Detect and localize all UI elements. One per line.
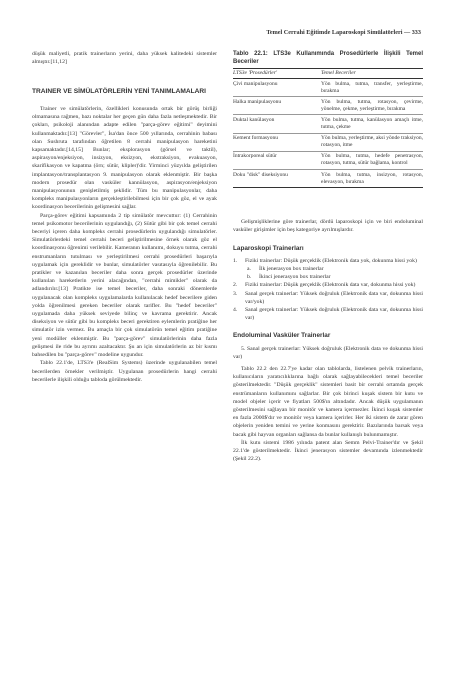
skills-table (233, 68, 423, 188)
list-number: 2. (233, 282, 238, 289)
list-number: 3. (233, 290, 238, 297)
body-paragraph: Trainer ve simülatörlerin, özellikleri konusunda ortak bir görüş birliği olmamasına rağmen, bazı noktalar her geçen gün daha fazla netleşmektedir. Bir çokları, psikoloji alanından adapte edilen "parça-görev eğitimi" deyimini kullanmaktadır.[13] "Görevler", İsa'dan önce 500 yıllarında, cerrahinin babası olan Sushruta tarafından öğretilen 8 cerrahi manipulasyon hareketini kapsamaktadır.[14,15] Bunlar; eksplorasyon (görsel ve taktil), aspirasyon/enjeksiyon, insizyon, eksizyon, ekstraksiyon, evakuasyon, skarifikasyon ve kapatma (örn; sütür, klipler)'dir. Yirminci yüzyılda geliştirilen implantasyon/transplantasyon 9. manipulasyon olarak eklenmiştir. Bir başka modern prosedür olan vasküler kannülasyon, aspirasyon/enjeksiyon manipulasyonunun genişletilmiş şeklidir. Tüm bu manipulasyonlar, daha kompleks manipulasyonların gerçekleştirilebilmesi için bir çok göz, el ve ayak koordinasyon becerilerinin gelişmesini sağlar. (32, 106, 217, 211)
list-item (233, 306, 423, 322)
table-row (233, 115, 423, 133)
table-cell: Doku "disk" diseksiyonu (233, 170, 321, 188)
table-row (233, 170, 423, 188)
body-paragraph: Gelişmişliklerine göre trainerlar, dördü laparoskopi için ve biri endoluminal vasküler girişimler için beş kategoriye ayrılmışlardır. (233, 219, 423, 234)
list-item (233, 265, 423, 273)
table-cell: Duktal kanülasyon (233, 115, 321, 133)
table-cell: Yön bulma, tutma, transfer, yerleştirme, bırakma (321, 79, 423, 97)
list-item (233, 290, 423, 306)
table-cell: Kement formasyonu (233, 133, 321, 151)
table-header: LTS3e 'Prosedürler' (233, 69, 321, 79)
table-cell: İntrakorporeal sütür (233, 151, 321, 169)
right-column (233, 50, 423, 464)
table-cell: Yön bulma, yerleştirme, aksi yönde traksiyon, rotasyon, itme (321, 133, 423, 151)
list-text: Sanal gerçek trainerlar: Yüksek doğruluk (Elektronik data var, dokunma hissi var/yok) (245, 290, 423, 305)
table-row (233, 97, 423, 115)
list-text: Sanal gerçek trainerlar: Yüksek doğruluk (Elektronik data var, dokunma hissi var) (245, 307, 423, 322)
table-cell: Yön bulma, tutma, kanülasyon amaçlı itme, tutma, çekme (321, 115, 423, 133)
table-cell: Yön bulma, tutma, rotasyon, çevirme, yönelme, çekme, yerleştirme, bırakma (321, 97, 423, 115)
left-column (32, 50, 217, 384)
laparoscopy-list (233, 257, 423, 323)
body-paragraph: Tablo 22.2 den 22.7'ye kadar olan tablolarda, listelenen pelvik trainerların, kullanıcıların yaratıcılıklarına bağlı olarak sağlayabilecekleri temel beceriler gösterilmektedir. "Düşük gerçeklik" sistemleri basit bir cerrahi ortamda gerçek enstrümanların kullanımını sağlarlar. Bir çok birinci kuşak sistem bir kutu ve model objeler içerir ve fiyatları 500$'ın altındadır. Ancak düşük uygulamanın gösterilmesini sağlayan bir monitör ve kamera içermezler. İkinci kuşak sistemler en fazla 2000$'dır ve monitör veya kamera içerirler. Her iki sistem de zarar gören objelerin yeniden temini ve yerine konmasını gerektirir. Bazılarında barsak veya bacak gibi hayvan organları sağlansa da bunlar kullanışlı bulunmamıştır. (233, 366, 423, 438)
list-text: Fiziki trainerlar: Düşük gerçeklik (Elektronik data var, dokunma hissi yok) (245, 282, 416, 289)
list-number: a. (247, 266, 251, 273)
running-head: Temel Cerrahi Eğitimde Laparoskopi Simülatörleri — 333 (266, 29, 421, 36)
list-number: 4. (233, 307, 238, 314)
endoluminal-item: 5. Sanal gerçek trainerlar: Yüksek doğruluk (Elektronik data ve dokunma hissi var) (233, 345, 423, 360)
table-cell: Çivi manipulasyonu (233, 79, 321, 97)
table-cell: Yön bulma, tutma, insizyon, rotasyon, elevasyon, bırakma (321, 170, 423, 188)
list-number: b. (247, 274, 252, 281)
list-text: Fiziki trainerlar: Düşük gerçeklik (Elektronik data yok, dokunma hissi yok) (245, 257, 417, 264)
table-caption: Tablo 22.1: LTS3e Kullanımında Prosedürlerle İlişkili Temel Beceriler (233, 51, 423, 65)
list-item (233, 281, 423, 289)
section-heading: TRAINER VE SİMÜLATÖRLERİN YENİ TANIMLAMALARI (32, 88, 206, 96)
list-text: İkinci jenerasyon box trainerlar (259, 274, 331, 281)
body-paragraph: Parça-görev eğitimi kapsamında 2 tip simülatör mevcuttur: (1) Cerrahinin temel psikomotor becerilerinin uygulandığı, (2) Sütür gibi bir çok temel cerrahi beceriyi içeren daha kompleks cerrahi prosedürlerin uygulandığı simulatörler. Simulatörlerdeki temel cerrahi beceri geliştirilmesine örnek olarak göz el koordinasyonu öğrenimi verilebilir. Kameranın kullanımı, dokuyu tutma, cerrahi enstrumanların tutulması ve yerleştirilmesi cerrahi prosedürleri başarıyla uygulamak için gereklidir ve bunlar, simulatörler vasıtasıyla öğrenilebilir. Bu pratikler ve kazanılan beceriler daha sonra gerçek prosedürler üzerinde kullanılan hareketlerin yerini alacağından, "cerrahi mimikler" olarak da adlandırılır.[13] Pratikte ise temel beceriler, daha sonraki dönemlerde uygulanacak olan kompleks uygulamalarda kullanılacak hedef becerilere giden yolda öğrenilmesi gereken beceriler olarak tarifler. Bu "hedef beceriler" uygulamada daha yüksek seviyede bilinç ve kavrama gerektirir. Ancak diseksiyon ve sütür gibi bu kompleks beceri gerektiren eylemlerin pratiğine her simulatör izin vermez. Bu amaçla bir çok simulatörün temel eğitim pratiğine yeni modüller eklenmiştir. Bu "parça-görev" simulatörlerinin daha fazla gelişmesi ile ride bu ayrımı azaltacaktır. Şu an için simulatörlerin az bir kısmı bahsedilen bu "parça-görev" modeline uygundur. (32, 212, 217, 359)
table-row (233, 79, 423, 97)
body-paragraph: İlk kutu sistemi 1986 yılında patent alan Semm Pelvi-Trainer'dır ve Şekil 22.1'de gösterilmektedir. İkinci jenerasyon sistemler devamında izlenmektedir (Şekil 22.2). (233, 439, 423, 463)
table-cell: Halka manipulasyonu (233, 97, 321, 115)
table-header: Temel Beceriler (321, 69, 423, 79)
subheading-endoluminal: Endoluminal Vasküler Trainerlar (233, 332, 331, 340)
list-number: 1. (233, 257, 238, 264)
list-item (233, 257, 423, 265)
table-cell: Yön bulma, tutma, hedefe penetrasyon, rotasyon, tutma, sütür bağlama, kontrol (321, 151, 423, 169)
table-row (233, 151, 423, 169)
list-text: İlk jenerasyon box trainerlar (259, 266, 324, 273)
table-row (233, 133, 423, 151)
subheading-laparoscopy: Laparoskopi Trainerları (233, 244, 304, 252)
intro-paragraph: düşük maliyetli, pratik trainerların yerini, daha yüksek kalitedeki sistemler almıştır.[11,12] (32, 51, 217, 66)
list-item (233, 273, 423, 281)
body-paragraph: Tablo 22.1'de, LTS3'e (RealSim Systems) üzerinde uygulanabilen temel becerilerden örnekler verilmiştir. Uygulanan prosedürlerin hangi cerrahi becerilerle ilişkili olduğu tabloda görülmektedir. (32, 360, 217, 383)
